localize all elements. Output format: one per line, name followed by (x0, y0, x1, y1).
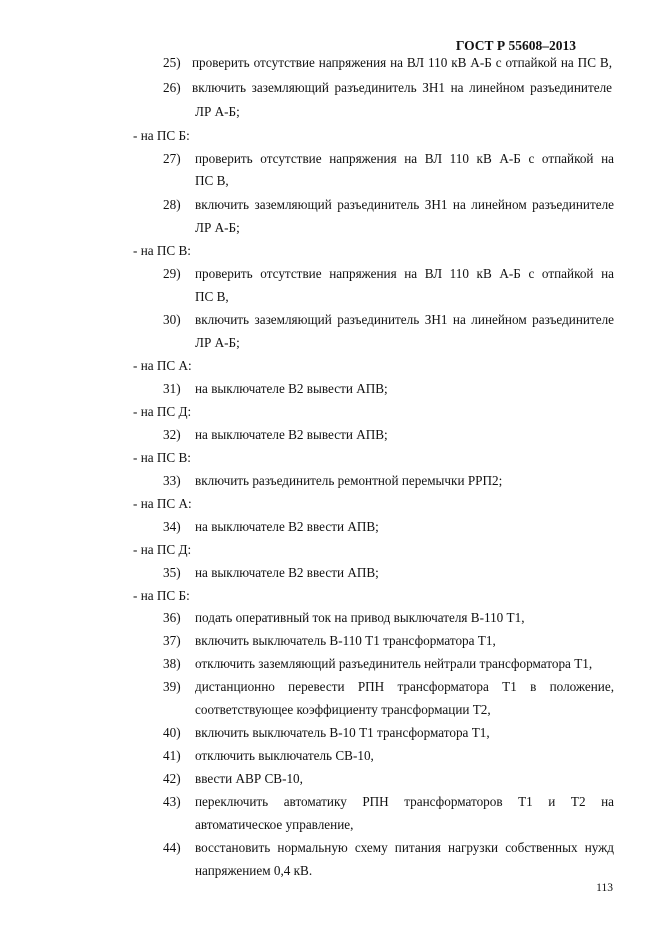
item-number: 42) (163, 771, 181, 786)
item-number: 43) (163, 794, 181, 809)
item-number: 28) (163, 197, 181, 212)
item-text: отключить выключатель СВ-10, (195, 748, 374, 763)
section-text: - на ПС В: (133, 450, 191, 465)
item-text-cont: соответствующее коэффициенту трансформации Т2, (195, 702, 491, 717)
section-text: - на ПС Д: (133, 542, 192, 557)
section-text: - на ПС А: (133, 496, 192, 511)
section-text: - на ПС В: (133, 243, 191, 258)
item-number: 26) (163, 80, 181, 95)
item-number: 36) (163, 610, 181, 625)
item-text-cont: автоматическое управление, (195, 817, 354, 832)
item-text: ввести АВР СВ-10, (195, 771, 303, 786)
item-number: 41) (163, 748, 181, 763)
item-number: 35) (163, 565, 181, 580)
item-text: на выключателе В2 ввести АПВ; (195, 565, 379, 580)
item-text-cont: ЛР А-Б; (195, 220, 240, 235)
item-number: 44) (163, 840, 181, 855)
item-text: проверить отсутствие напряжения на ВЛ 110 кВ А-Б с отпайкой на ПС В, (192, 55, 612, 70)
item-number: 37) (163, 633, 181, 648)
item-text: включить разъединитель ремонтной перемычки РРП2; (195, 473, 503, 488)
document-header: ГОСТ Р 55608–2013 (455, 38, 576, 53)
item-text: восстановить нормальную схему питания нагрузки собственных нужд (195, 840, 614, 855)
item-text: включить заземляющий разъединитель ЗН1 на линейном разъединителе (195, 312, 614, 327)
item-text: дистанционно перевести РПН трансформатора Т1 в положение, (195, 679, 614, 694)
item-text: включить заземляющий разъединитель ЗН1 на линейном разъединителе (195, 197, 614, 212)
item-text: включить выключатель В-110 Т1 трансформатора Т1, (195, 633, 496, 648)
item-text: на выключателе В2 ввести АПВ; (195, 519, 379, 534)
item-text-cont: ПС В, (195, 289, 229, 304)
item-text-cont: ЛР А-Б; (195, 335, 240, 350)
item-text: проверить отсутствие напряжения на ВЛ 110 кВ А-Б с отпайкой на (195, 151, 614, 166)
item-text: на выключателе В2 вывести АПВ; (195, 381, 388, 396)
item-number: 29) (163, 266, 181, 281)
section-text: - на ПС А: (133, 358, 192, 373)
item-number: 33) (163, 473, 181, 488)
section-text: - на ПС Б: (133, 128, 190, 143)
item-text: отключить заземляющий разъединитель нейтрали трансформатора Т1, (195, 656, 593, 671)
item-text: на выключателе В2 вывести АПВ; (195, 427, 388, 442)
item-text: подать оперативный ток на привод выключателя В-110 Т1, (195, 610, 525, 625)
section-text: - на ПС Б: (133, 588, 190, 603)
item-text: включить заземляющий разъединитель ЗН1 на линейном разъединителе (192, 80, 612, 95)
item-text: переключить автоматику РПН трансформаторов Т1 и Т2 на (195, 794, 614, 809)
item-text: включить выключатель В-10 Т1 трансформатора Т1, (195, 725, 490, 740)
item-number: 27) (163, 151, 181, 166)
item-number: 25) (163, 55, 181, 70)
item-text-cont: напряжением 0,4 кВ. (195, 863, 313, 878)
item-number: 40) (163, 725, 181, 740)
item-number: 31) (163, 381, 181, 396)
item-number: 39) (163, 679, 181, 694)
item-number: 34) (163, 519, 181, 534)
item-number: 32) (163, 427, 181, 442)
item-number: 30) (163, 312, 181, 327)
item-text-cont: ЛР А-Б; (195, 104, 240, 119)
item-text: проверить отсутствие напряжения на ВЛ 110 кВ А-Б с отпайкой на (195, 266, 614, 281)
item-number: 38) (163, 656, 181, 671)
item-text-cont: ПС В, (195, 173, 229, 188)
page-number: 113 (596, 882, 613, 894)
section-text: - на ПС Д: (133, 404, 192, 419)
